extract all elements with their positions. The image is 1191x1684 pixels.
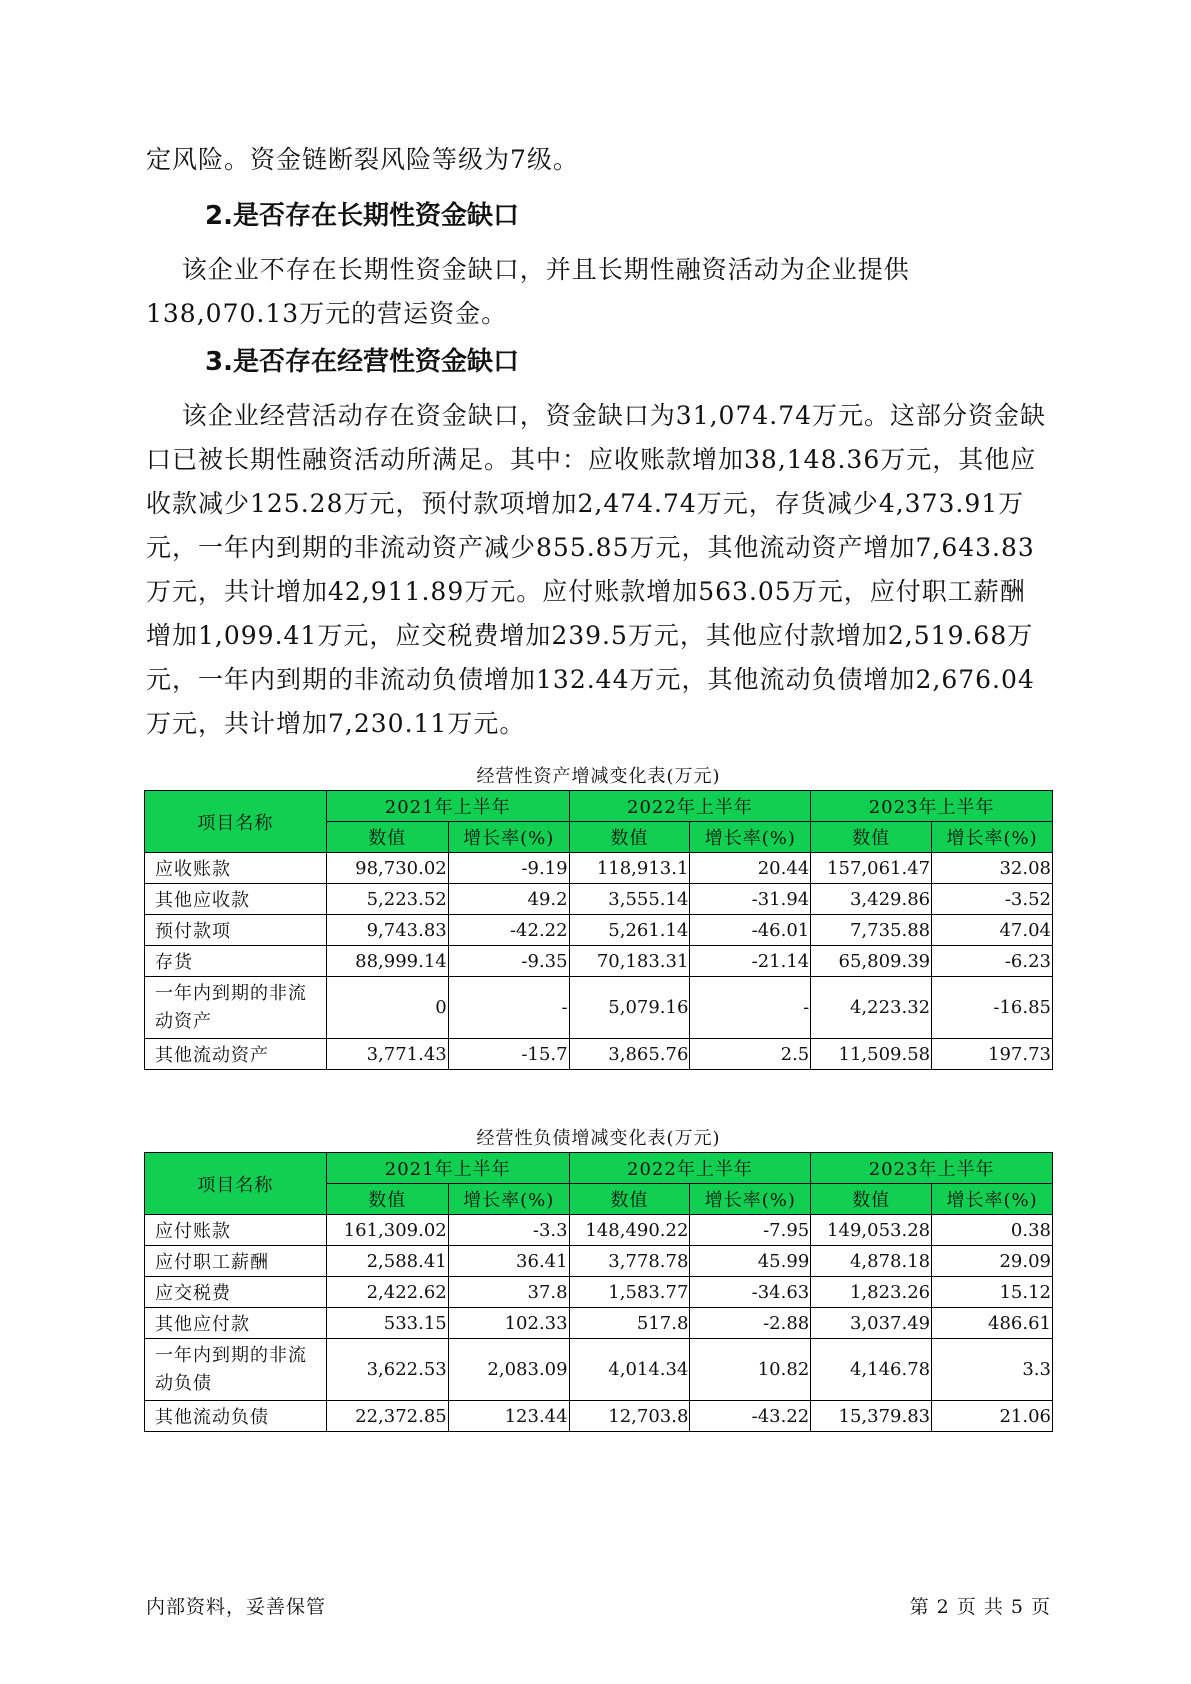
- cell-growth: -3.52: [932, 884, 1053, 915]
- row-label: 一年内到期的非流动资产: [145, 977, 327, 1039]
- assets-item-header: 项目名称: [145, 791, 327, 853]
- cell-value: 3,771.43: [326, 1039, 448, 1070]
- cell-value: 5,079.16: [569, 977, 690, 1039]
- cell-growth: -46.01: [690, 915, 811, 946]
- cell-growth: 102.33: [448, 1308, 569, 1339]
- cell-growth: -9.19: [448, 853, 569, 884]
- cell-growth: 29.09: [932, 1246, 1053, 1277]
- table-row: [145, 915, 1053, 946]
- cell-value: 3,555.14: [569, 884, 690, 915]
- assets-period-header: 2022年上半年: [569, 791, 811, 822]
- cell-growth: 49.2: [448, 884, 569, 915]
- cell-growth: 123.44: [448, 1401, 569, 1432]
- cell-growth: 10.82: [690, 1339, 811, 1401]
- liabilities-table: [144, 1152, 1053, 1432]
- row-label: 一年内到期的非流动负债: [145, 1339, 327, 1401]
- assets-table-caption: 经营性资产增减变化表(万元): [476, 766, 721, 787]
- liabilities-subheader: 增长率(%): [690, 1184, 811, 1215]
- liabilities-subheader: 数值: [811, 1184, 932, 1215]
- assets-period-header: 2021年上半年: [326, 791, 569, 822]
- row-label: 存货: [145, 946, 327, 977]
- cell-growth: -42.22: [448, 915, 569, 946]
- assets-table: [144, 790, 1053, 1070]
- liabilities-subheader: 数值: [569, 1184, 690, 1215]
- row-label: 应交税费: [145, 1277, 327, 1308]
- liabilities-subheader: 数值: [326, 1184, 448, 1215]
- assets-header-row: [145, 791, 1053, 822]
- cell-growth: 2,083.09: [448, 1339, 569, 1401]
- liabilities-period-header: 2021年上半年: [326, 1153, 569, 1184]
- cell-value: 3,778.78: [569, 1246, 690, 1277]
- row-label: 其他流动资产: [145, 1039, 327, 1070]
- table-row: [145, 1339, 1053, 1401]
- cell-value: 9,743.83: [326, 915, 448, 946]
- cell-value: 15,379.83: [811, 1401, 932, 1432]
- cell-growth: -7.95: [690, 1215, 811, 1246]
- assets-subheader: 增长率(%): [690, 822, 811, 853]
- row-label: 其他流动负债: [145, 1401, 327, 1432]
- cell-value: 11,509.58: [811, 1039, 932, 1070]
- cell-value: 1,583.77: [569, 1277, 690, 1308]
- cell-growth: -2.88: [690, 1308, 811, 1339]
- heading-operating-gap: 3.是否存在经营性资金缺口: [205, 347, 519, 377]
- cell-value: 98,730.02: [326, 853, 448, 884]
- cell-growth: -34.63: [690, 1277, 811, 1308]
- table-row: [145, 884, 1053, 915]
- cell-value: 5,223.52: [326, 884, 448, 915]
- liabilities-period-header: 2023年上半年: [811, 1153, 1053, 1184]
- cell-growth: 197.73: [932, 1039, 1053, 1070]
- liabilities-item-header: 项目名称: [145, 1153, 327, 1215]
- heading-long-term-gap: 2.是否存在长期性资金缺口: [205, 201, 519, 231]
- assets-subheader: 增长率(%): [448, 822, 569, 853]
- row-label: 其他应付款: [145, 1308, 327, 1339]
- cell-growth: 3.3: [932, 1339, 1053, 1401]
- paragraph-risk-level: 定风险。资金链断裂风险等级为7级。: [146, 145, 579, 174]
- cell-growth: -31.94: [690, 884, 811, 915]
- cell-value: 118,913.1: [569, 853, 690, 884]
- cell-growth: 2.5: [690, 1039, 811, 1070]
- cell-growth: -21.14: [690, 946, 811, 977]
- footer-page-number: 第 2 页 共 5 页: [909, 1596, 1051, 1618]
- cell-value: 70,183.31: [569, 946, 690, 977]
- cell-value: 12,703.8: [569, 1401, 690, 1432]
- cell-value: 149,053.28: [811, 1215, 932, 1246]
- cell-value: 22,372.85: [326, 1401, 448, 1432]
- cell-value: 1,823.26: [811, 1277, 932, 1308]
- cell-value: 2,588.41: [326, 1246, 448, 1277]
- liabilities-subheader: 增长率(%): [932, 1184, 1053, 1215]
- cell-growth: -9.35: [448, 946, 569, 977]
- table-row: [145, 1401, 1053, 1432]
- cell-value: 7,735.88: [811, 915, 932, 946]
- paragraph-long-term-gap: 该企业不存在长期性资金缺口，并且长期性融资活动为企业提供138,070.13万元的营运资金。: [146, 255, 910, 328]
- table-row: [145, 1277, 1053, 1308]
- table-row: [145, 1308, 1053, 1339]
- cell-growth: 47.04: [932, 915, 1053, 946]
- table-row: [145, 1215, 1053, 1246]
- cell-value: 5,261.14: [569, 915, 690, 946]
- cell-growth: -43.22: [690, 1401, 811, 1432]
- liabilities-table-caption: 经营性负债增减变化表(万元): [476, 1128, 721, 1149]
- liabilities-subheader: 增长率(%): [448, 1184, 569, 1215]
- cell-value: 2,422.62: [326, 1277, 448, 1308]
- cell-value: 3,865.76: [569, 1039, 690, 1070]
- cell-growth: -: [690, 977, 811, 1039]
- cell-value: 4,878.18: [811, 1246, 932, 1277]
- table-row: [145, 853, 1053, 884]
- row-label: 应付职工薪酬: [145, 1246, 327, 1277]
- cell-growth: -3.3: [448, 1215, 569, 1246]
- cell-value: 88,999.14: [326, 946, 448, 977]
- cell-growth: -16.85: [932, 977, 1053, 1039]
- cell-growth: 20.44: [690, 853, 811, 884]
- row-label: 应收账款: [145, 853, 327, 884]
- cell-value: 0: [326, 977, 448, 1039]
- cell-growth: -6.23: [932, 946, 1053, 977]
- assets-subheader: 增长率(%): [932, 822, 1053, 853]
- cell-value: 4,014.34: [569, 1339, 690, 1401]
- table-row: [145, 1246, 1053, 1277]
- table-row: [145, 946, 1053, 977]
- row-label: 预付款项: [145, 915, 327, 946]
- liabilities-header-row: [145, 1153, 1053, 1184]
- paragraph-operating-gap: 该企业经营活动存在资金缺口，资金缺口为31,074.74万元。这部分资金缺口已被长期性融资活动所满足。其中：应收账款增加38,148.36万元，其他应收款减少125.28万元，预付款项增加2,474.74万元，存货减少4,373.91万元，一年内到期的非流动资产减少855.85万元，其他流动资产增加7,643.83万元，共计增加42,911.89万元。应付账款增加563.05万元，应付职工薪酬增加1,099.41万元，应交税费增加239.5万元，其他应付款增加2,519.68万元，一年内到期的非流动负债增加132.44万元，其他流动负债增加2,676.04万元，共计增加7,230.11万元。: [146, 401, 1047, 738]
- cell-value: 3,622.53: [326, 1339, 448, 1401]
- table-row: [145, 977, 1053, 1039]
- cell-growth: 21.06: [932, 1401, 1053, 1432]
- footer-confidential-note: 内部资料，妥善保管: [146, 1596, 327, 1618]
- table-row: [145, 1039, 1053, 1070]
- cell-value: 3,037.49: [811, 1308, 932, 1339]
- cell-value: 3,429.86: [811, 884, 932, 915]
- cell-value: 148,490.22: [569, 1215, 690, 1246]
- cell-growth: 486.61: [932, 1308, 1053, 1339]
- assets-period-header: 2023年上半年: [811, 791, 1053, 822]
- cell-growth: 15.12: [932, 1277, 1053, 1308]
- cell-value: 533.15: [326, 1308, 448, 1339]
- cell-value: 517.8: [569, 1308, 690, 1339]
- cell-growth: 45.99: [690, 1246, 811, 1277]
- cell-value: 157,061.47: [811, 853, 932, 884]
- cell-growth: 36.41: [448, 1246, 569, 1277]
- cell-growth: -: [448, 977, 569, 1039]
- liabilities-period-header: 2022年上半年: [569, 1153, 811, 1184]
- assets-subheader: 数值: [326, 822, 448, 853]
- cell-value: 4,223.32: [811, 977, 932, 1039]
- cell-growth: -15.7: [448, 1039, 569, 1070]
- assets-subheader: 数值: [811, 822, 932, 853]
- assets-subheader: 数值: [569, 822, 690, 853]
- cell-growth: 32.08: [932, 853, 1053, 884]
- cell-value: 4,146.78: [811, 1339, 932, 1401]
- cell-growth: 0.38: [932, 1215, 1053, 1246]
- row-label: 其他应收款: [145, 884, 327, 915]
- cell-growth: 37.8: [448, 1277, 569, 1308]
- cell-value: 65,809.39: [811, 946, 932, 977]
- cell-value: 161,309.02: [326, 1215, 448, 1246]
- row-label: 应付账款: [145, 1215, 327, 1246]
